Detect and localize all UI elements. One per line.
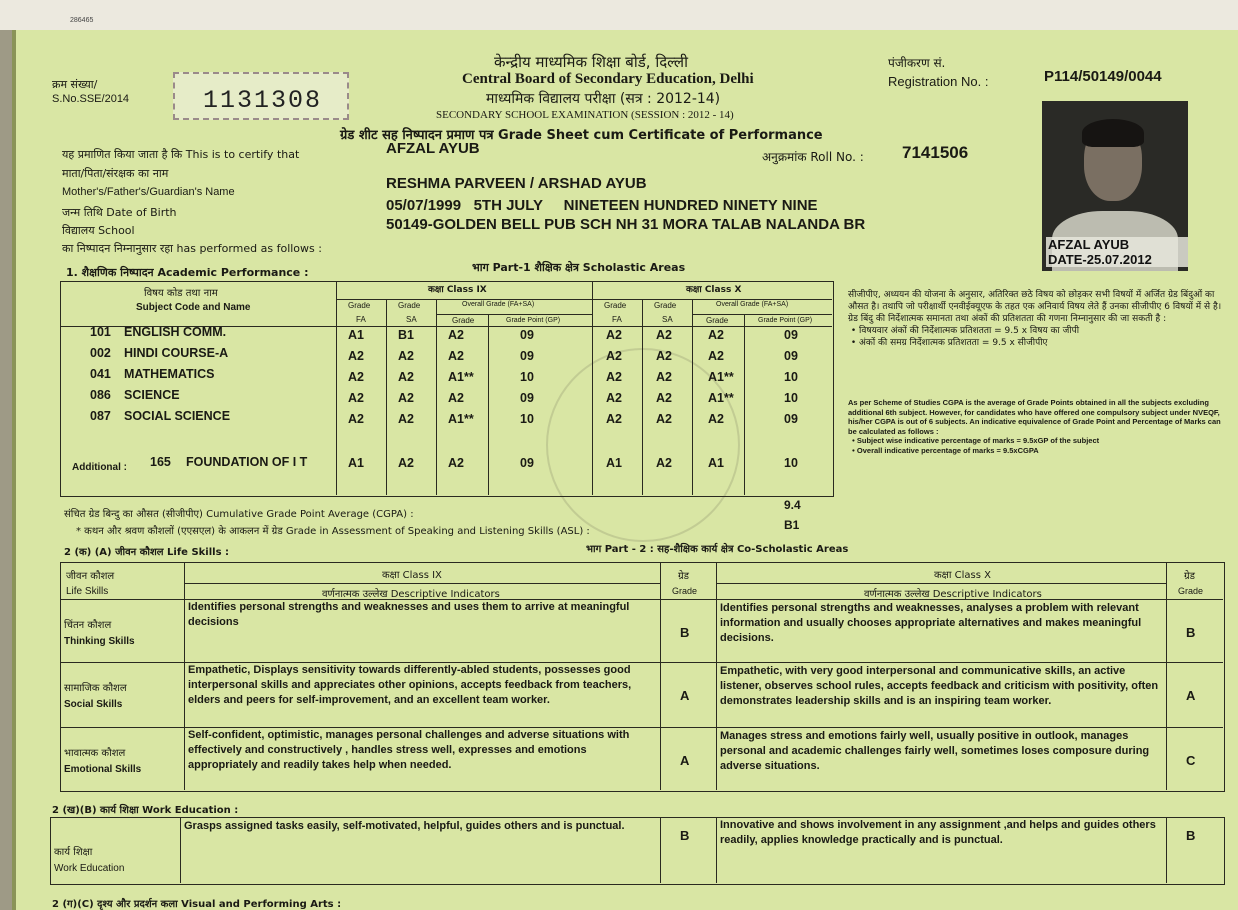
subject-code: 087 [90,409,111,423]
subject-ix-fa: A2 [348,370,364,384]
subject-x-gp: 10 [784,391,798,405]
ix-fa-sub: FA [356,315,366,324]
registration-label-hindi: पंजीकरण सं. [888,56,946,70]
subject-ix-gp: 09 [520,391,534,405]
subject-name: MATHEMATICS [124,367,215,381]
subject-ix-sa: A2 [398,349,414,363]
life-skill-name-english: Social Skills [64,699,123,710]
asl-label: * कथन और श्रवण कौशलों (एएसएल) के आकलन में ग्रेड Grade in Assessment of Speaking and Listening Skills (ASL) : [76,526,590,537]
ls-x-grade-header-english: Grade [1178,586,1204,596]
ls-ix-desc-header: वर्णनात्मक उल्लेख Descriptive Indicators [322,589,500,600]
subject-x-gp: 09 [784,349,798,363]
additional-ix-gp: 09 [520,456,534,470]
subject-code: 002 [90,346,111,360]
life-skill-x-desc: Manages stress and emotions fairly well, usually positive in outlook, manages personal and academic challenges fairly well, sometimes loses composure during adverse situations. [720,730,1150,772]
ls-class-ix-header: कक्षा Class IX [382,570,442,581]
subject-x-fa: A2 [606,349,622,363]
dob-label: जन्म तिथि Date of Birth [62,206,177,219]
x-overall-header: Overall Grade (FA+SA) [716,301,789,308]
life-skill-ix-desc: Self-confident, optimistic, manages personal challenges and adverse situations with effectively and constructively , handles stress well, expresses and emotions appropriately and readily takes help when needed. [188,729,630,771]
certify-label: यह प्रमाणित किया जाता है कि This is to certify that [62,148,300,161]
subject-x-grade: A2 [708,328,724,342]
cgpa-value: 9.4 [784,498,801,512]
additional-x-sa: A2 [656,456,672,470]
subject-name: SOCIAL SCIENCE [124,409,231,423]
board-name-hindi: केन्द्रीय माध्यमिक शिक्षा बोर्ड, दिल्ली [494,53,688,71]
life-skill-name-hindi: चिंतन कौशल [64,620,112,631]
life-skills-section-title: 2 (क) (A) जीवन कौशल Life Skills : [64,547,230,558]
subject-x-fa: A2 [606,328,622,342]
x-sa-header: Grade [654,301,677,310]
life-skill-ix-desc: Empathetic, Displays sensitivity towards differently-abled students, possesses good interpersonal skills and appreciates other opinions, accepts feedback from teachers, elders and peers for self-improvement, and an excellent team worker. [188,664,632,706]
candidate-photo [1042,101,1188,271]
ix-overall-header: Overall Grade (FA+SA) [462,301,535,308]
life-skill-ix-grade: A [680,688,690,703]
additional-code: 165 [150,455,171,469]
subject-x-grade: A1** [708,391,734,405]
subject-ix-fa: A2 [348,412,364,426]
registration-label-english: Registration No. : [888,74,989,89]
subject-ix-fa: A2 [348,391,364,405]
roll-number: 7141506 [902,143,969,162]
ix-sa-header: Grade [398,301,421,310]
life-skill-x-grade: A [1186,688,1196,703]
subject-x-fa: A2 [606,370,622,384]
ix-sa-sub: SA [406,315,417,324]
life-skills-col-hindi: जीवन कौशल [66,571,115,582]
exam-name-english: SECONDARY SCHOOL EXAMINATION (SESSION : 2012 - 14) [436,109,734,121]
subject-ix-sa: B1 [398,328,414,342]
life-skill-name-hindi: सामाजिक कौशल [64,683,127,694]
subject-x-fa: A2 [606,391,622,405]
cgpa-note-english-bullet-1: Subject wise indicative percentage of marks = 9.5xGP of the subject [856,436,1100,445]
work-education-section-title: 2 (ख)(B) कार्य शिक्षा Work Education : [52,805,239,816]
ls-x-grade-header-hindi: ग्रेड [1184,571,1195,582]
sno-label-english: S.No.SSE/2014 [52,93,130,105]
work-education-x-grade: B [1186,828,1196,843]
subject-x-gp: 09 [784,412,798,426]
life-skill-name-english: Emotional Skills [64,764,142,775]
x-fa-header: Grade [604,301,627,310]
board-name-english: Central Board of Secondary Education, Delhi [462,71,754,87]
asl-value: B1 [784,518,800,532]
x-sa-sub: SA [662,315,673,324]
additional-name: FOUNDATION OF I T [186,455,308,469]
ix-grade-header: Grade [452,316,475,325]
work-education-ix-desc: Grasps assigned tasks easily, self-motivated, helpful, guides others and is punctual. [184,820,625,832]
subject-code: 101 [90,325,111,339]
ls-ix-grade-header-hindi: ग्रेड [678,571,689,582]
life-skill-name-english: Thinking Skills [64,636,135,647]
subject-ix-sa: A2 [398,370,414,384]
life-skill-ix-grade: A [680,753,690,768]
ls-ix-grade-header-english: Grade [672,586,698,596]
ix-gp-header: Grade Point (GP) [506,317,561,324]
work-education-x-desc: Innovative and shows involvement in any assignment ,and helps and guides others readily, applies knowledge practically and is punctual. [720,819,1156,846]
subject-x-sa: A2 [656,412,672,426]
subject-x-grade: A2 [708,412,724,426]
ix-fa-header: Grade [348,301,371,310]
subject-x-sa: A2 [656,349,672,363]
life-skill-x-grade: B [1186,625,1196,640]
subject-ix-gp: 10 [520,370,534,384]
subject-ix-fa: A1 [348,328,364,342]
subject-ix-grade: A2 [448,391,464,405]
top-stamp: 286465 [70,17,94,24]
subject-name: HINDI COURSE-A [124,346,229,360]
cgpa-note-english-bullet-2: Overall indicative percentage of marks = 9.5xCGPA [856,445,1039,455]
additional-x-gp: 10 [784,456,798,470]
subject-ix-grade: A1** [448,412,474,426]
subject-code: 041 [90,367,111,381]
sno-label-hindi: क्रम संख्या/ [52,78,98,91]
work-education-english: Work Education [54,863,125,874]
cgpa-label: संचित ग्रेड बिन्दु का औसत (सीजीपीए) Cumulative Grade Point Average (CGPA) : [64,509,414,520]
subject-x-sa: A2 [656,328,672,342]
x-grade-header: Grade [706,316,729,325]
cgpa-note-english: As per Scheme of Studies CGPA is the average of Grade Points obtained in all the subjects excluding additional 6th subject. However, for candidates who have offered one compulsory subject under NVEQF, his/her CGPA is out of 6 subjects. An indicative equivalence of Grade Point and Percentage of Marks can be calculated as follows : • Subject wise indicative percentage of marks = 9.5xGP of the subject • Overall indicative percentage of marks = 9.5xCGPA [848,398,1221,455]
co-scholastic-part-title: भाग Part - 2 : सह-शैक्षिक कार्य क्षेत्र Co-Scholastic Areas [586,544,849,555]
subject-ix-grade: A2 [448,328,464,342]
subject-ix-fa: A2 [348,349,364,363]
additional-ix-grade: A2 [448,456,464,470]
class-ix-header: कक्षा Class IX [428,285,487,295]
subject-code: 086 [90,388,111,402]
academic-section-title: 1. शैक्षणिक निष्पादन Academic Performance : [66,266,309,279]
exam-name-hindi: माध्यमिक विद्यालय परीक्षा (सत्र : 2012-14) [486,91,721,107]
certificate-title: ग्रेड शीट सह निष्पादन प्रमाण पत्र Grade Sheet cum Certificate of Performance [340,128,823,143]
subject-ix-gp: 09 [520,328,534,342]
additional-ix-sa: A2 [398,456,414,470]
serial-number: 1131308 [203,86,323,115]
photo-caption-name: AFZAL AYUB [1048,237,1130,252]
subject-ix-grade: A2 [448,349,464,363]
parent-label-english: Mother's/Father's/Guardian's Name [62,186,235,198]
certificate-paper [12,30,1238,910]
parent-label-hindi: माता/पिता/संरक्षक का नाम [62,167,169,180]
additional-x-fa: A1 [606,456,622,470]
ls-class-x-header: कक्षा Class X [934,570,991,581]
life-skill-x-desc: Empathetic, with very good interpersonal and communicative skills, an active listener, observes school rules, accepts feedback and criticism with positivity, often demonstrates leadership skills and is an inspiring team worker. [720,665,1159,707]
subject-ix-sa: A2 [398,391,414,405]
life-skill-ix-grade: B [680,625,690,640]
cgpa-note-hindi-bullet-2: अंकों की समग्र निर्देशात्मक प्रतिशतता = 9.5 x सीजीपीए [859,338,1048,348]
date-of-birth: 05/07/1999 5TH JULY NINETEEN HUNDRED NINETY NINE [386,197,818,214]
subject-header-english: Subject Code and Name [136,302,251,313]
life-skill-x-desc: Identifies personal strengths and weaknesses, analyses a problem with relevant information and usually chooses appropriate alternatives and makes meaningful decisions. [720,602,1142,644]
photo-caption-date: DATE-25.07.2012 [1048,252,1152,267]
serial-number-box [173,72,349,120]
subject-x-grade: A2 [708,349,724,363]
subject-name: ENGLISH COMM. [124,325,227,339]
ls-x-desc-header: वर्णनात्मक उल्लेख Descriptive Indicators [864,589,1042,600]
cgpa-note-hindi: सीजीपीए, अध्ययन की योजना के अनुसार, अतिरिक्त छठे विषय को छोड़कर सभी विषयों में अर्जित ग्रेड बिंदुओं का औसत है। तथापि जो परीक्षार्थी एनवीईक्यूएफ के तहत एक अनिवार्य विषय लेते हैं उनका सीजीपीए 6 विषयों में से है। ग्रेड बिंदु की निर्देशात्मक समानता तथा अंकों की प्रतिशतता की गणना निम्नानुसार की जा सकती है : • विषयवार अंकों की निर्देशात्मक प्रतिशतता = 9.5 x विषय का जीपी • अंकों की समग्र निर्देशात्मक प्रतिशतता = 9.5 x सीजीपीए [848,290,1222,348]
life-skill-ix-desc: Identifies personal strengths and weaknesses and uses them to arrive at meaningful decisions [188,601,630,628]
additional-label: Additional : [72,462,127,473]
scholastic-part-title: भाग Part-1 शैक्षिक क्षेत्र Scholastic Areas [472,261,686,274]
visual-arts-section-title: 2 (ग)(C) दृश्य और प्रदर्शन कला Visual and Performing Arts : [52,899,342,910]
subject-x-sa: A2 [656,391,672,405]
life-skill-name-hindi: भावात्मक कौशल [64,748,126,759]
subject-name: SCIENCE [124,388,180,402]
subject-ix-grade: A1** [448,370,474,384]
x-fa-sub: FA [612,315,622,324]
school-name: 50149-GOLDEN BELL PUB SCH NH 31 MORA TALAB NALANDA BR [386,216,866,233]
parent-names: RESHMA PARVEEN / ARSHAD AYUB [386,175,647,192]
x-gp-header: Grade Point (GP) [758,317,813,324]
subject-x-fa: A2 [606,412,622,426]
subject-ix-sa: A2 [398,412,414,426]
work-education-ix-grade: B [680,828,690,843]
top-strip [0,0,1238,30]
registration-number: P114/50149/0044 [1044,68,1162,85]
additional-ix-fa: A1 [348,456,364,470]
cgpa-note-hindi-bullet-1: विषयवार अंकों की निर्देशात्मक प्रतिशतता = 9.5 x विषय का जीपी [859,326,1080,336]
performed-label: का निष्पादन निम्नानुसार रहा has performed as follows : [62,242,322,255]
subject-ix-gp: 09 [520,349,534,363]
additional-x-grade: A1 [708,456,724,470]
school-label: विद्यालय School [62,224,135,237]
roll-label: अनुक्रमांक Roll No. : [762,150,864,164]
subject-x-gp: 09 [784,328,798,342]
subject-header-hindi: विषय कोड तथा नाम [144,288,218,299]
subject-x-sa: A2 [656,370,672,384]
subject-x-gp: 10 [784,370,798,384]
life-skills-col-english: Life Skills [66,586,109,597]
subject-x-grade: A1** [708,370,734,384]
class-x-header: कक्षा Class X [686,285,742,295]
work-education-hindi: कार्य शिक्षा [54,847,93,858]
candidate-name: AFZAL AYUB [386,140,480,157]
subject-ix-gp: 10 [520,412,534,426]
life-skill-x-grade: C [1186,753,1196,768]
